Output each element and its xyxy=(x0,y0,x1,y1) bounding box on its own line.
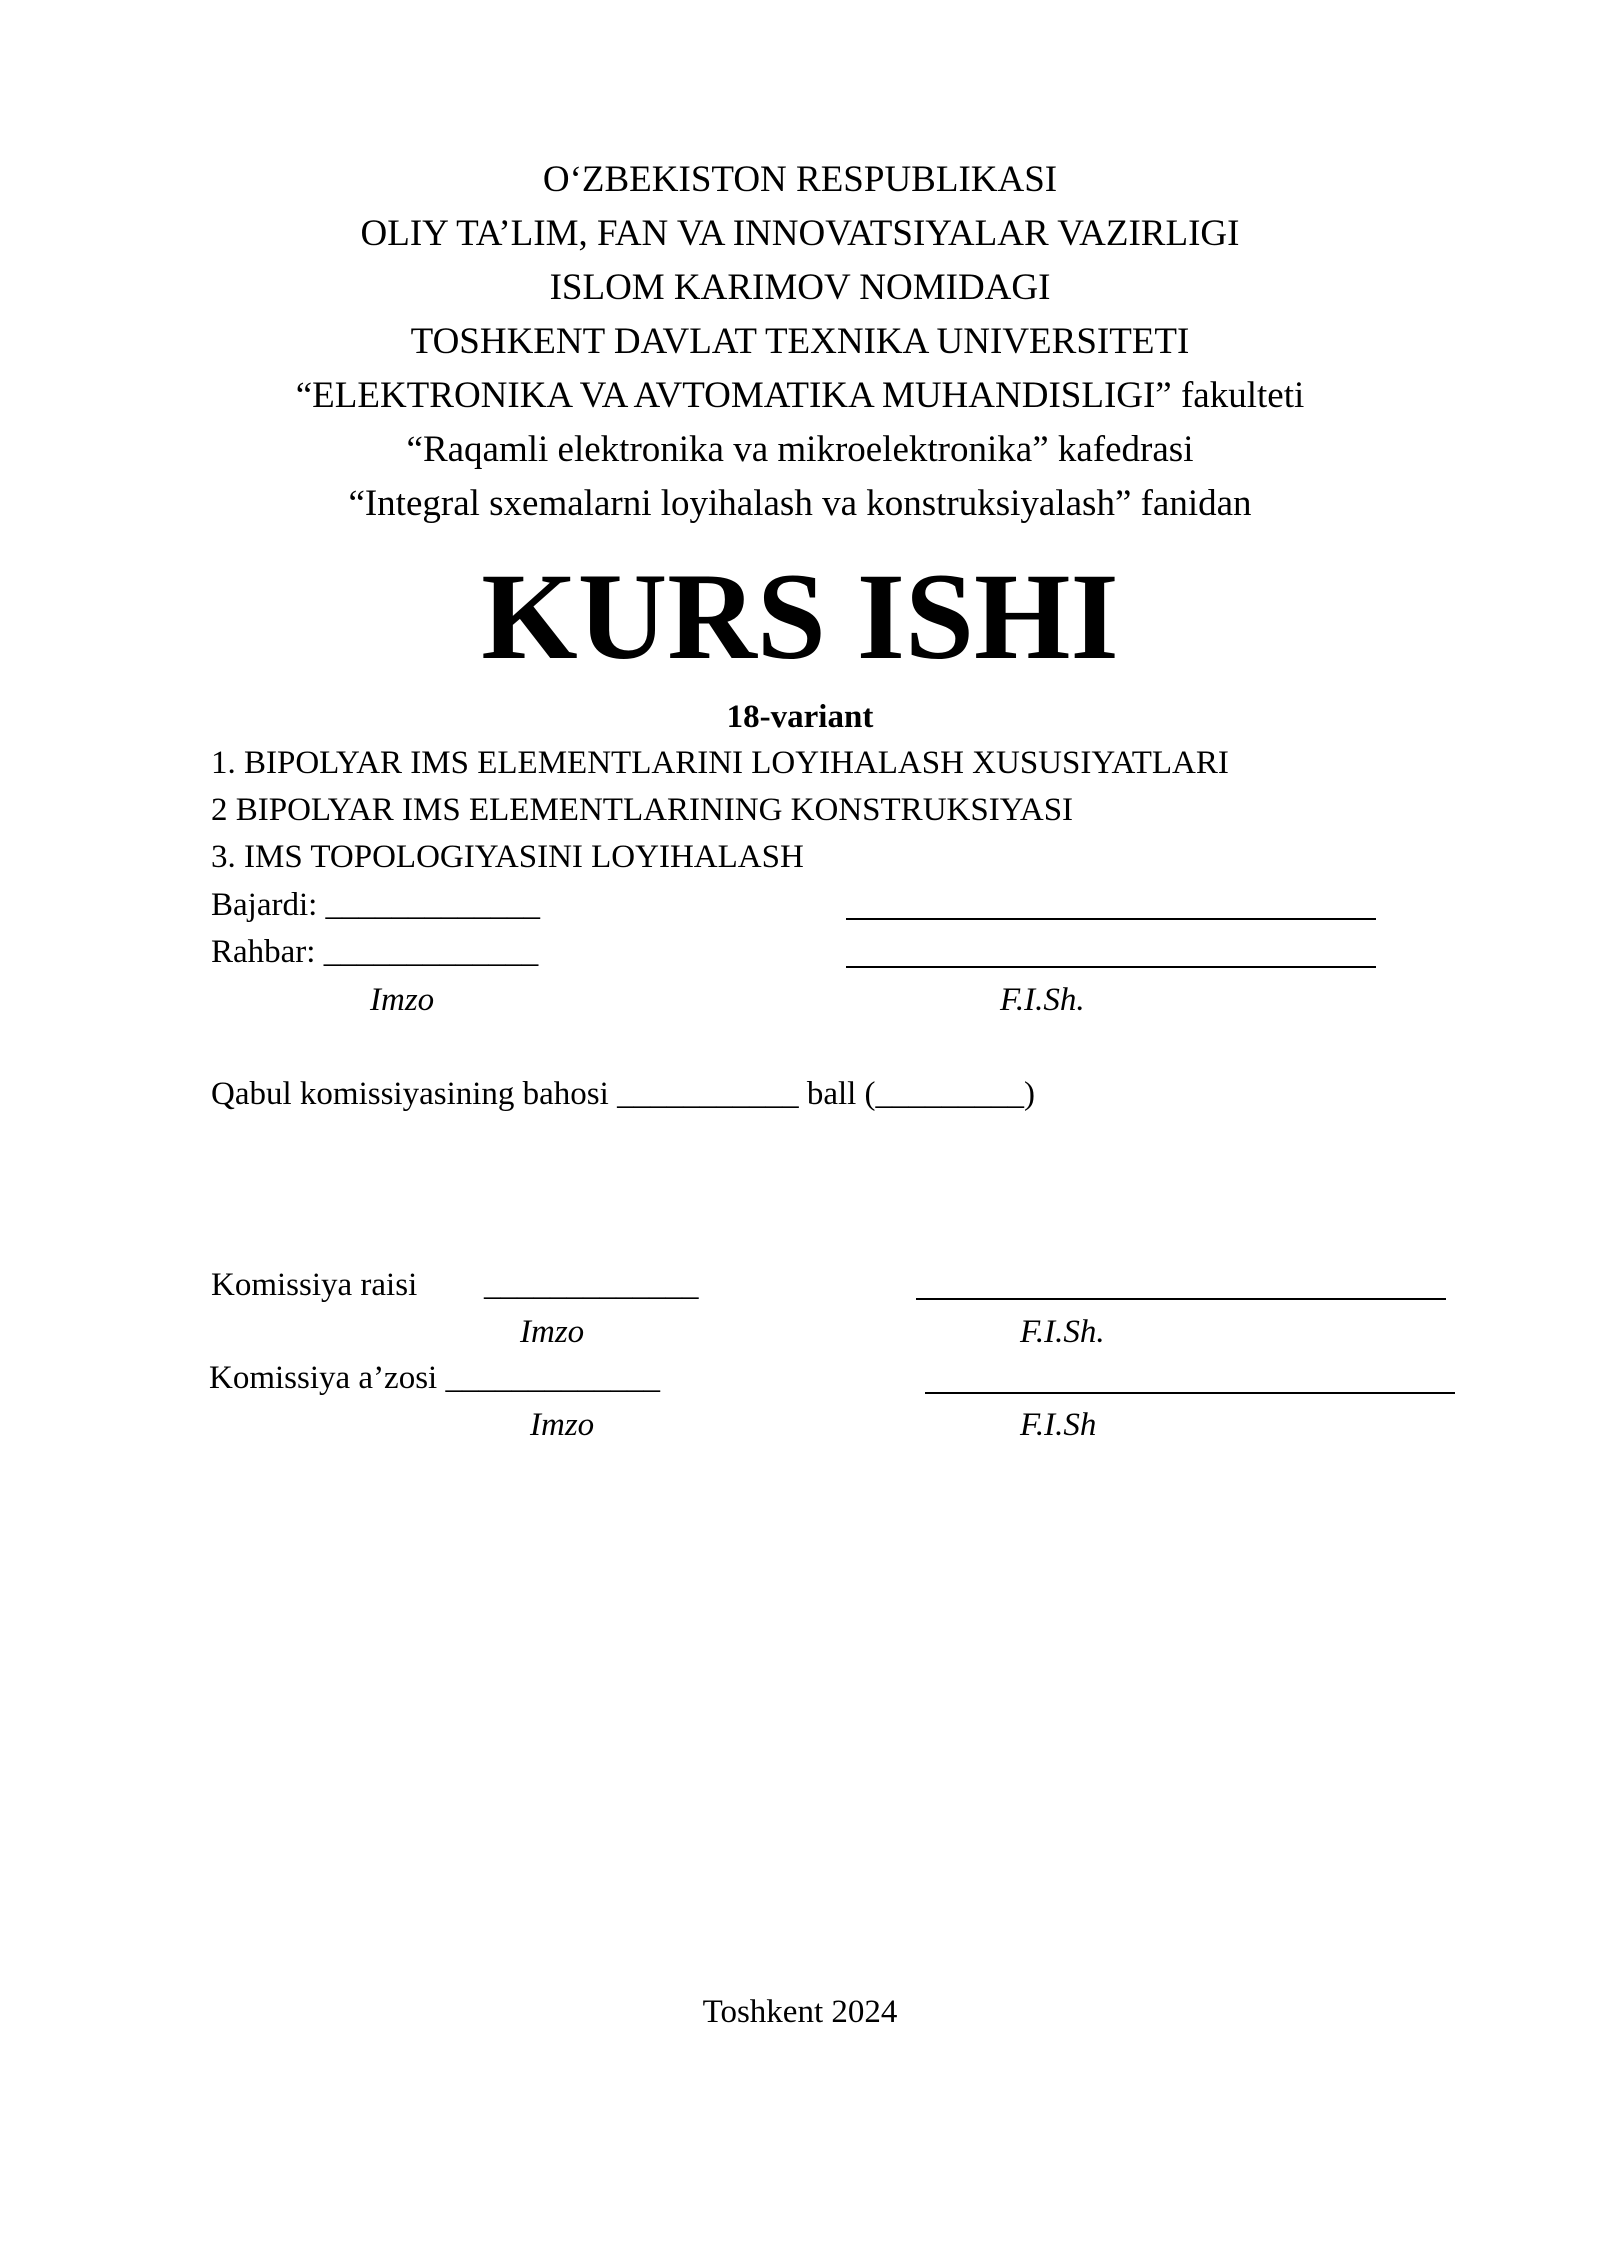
header-named-after: ISLOM KARIMOV NOMIDAGI xyxy=(549,267,1051,308)
member-fish-caption: F.I.Sh xyxy=(1020,1407,1097,1443)
city-year: Toshkent 2024 xyxy=(702,1994,898,2030)
commission-chair-signature-line: _____________ xyxy=(484,1267,699,1303)
header-department: “Raqamli elektronika va mikroelektronika” kafedrasi xyxy=(406,429,1194,470)
bajardi-label: Bajardi: _____________ xyxy=(211,887,541,923)
variant-label: 18-variant xyxy=(726,699,874,735)
topic-3: 3. IMS TOPOLOGIYASINI LOYIHALASH xyxy=(211,839,804,875)
chair-fish-caption: F.I.Sh. xyxy=(1020,1314,1105,1350)
commission-grade: Qabul komissiyasining bahosi ___________ ball (_________) xyxy=(211,1076,1036,1112)
commission-chair-label: Komissiya raisi xyxy=(211,1267,418,1303)
member-imzo-caption: Imzo xyxy=(530,1407,595,1443)
commission-chair-name-line xyxy=(916,1298,1446,1300)
header-republic: O‘ZBEKISTON RESPUBLIKASI xyxy=(542,159,1058,200)
imzo-caption: Imzo xyxy=(370,982,435,1018)
bajardi-name-line xyxy=(846,918,1376,920)
topic-1: 1. BIPOLYAR IMS ELEMENTLARINI LOYIHALASH XUSUSIYATLARI xyxy=(211,745,1229,781)
header-ministry: OLIY TA’LIM, FAN VA INNOVATSIYALAR VAZIRLIGI xyxy=(360,213,1240,254)
chair-imzo-caption: Imzo xyxy=(520,1314,585,1350)
fish-caption: F.I.Sh. xyxy=(1000,982,1085,1018)
rahbar-label: Rahbar: _____________ xyxy=(211,934,539,970)
header-faculty: “ELEKTRONIKA VA AVTOMATIKA MUHANDISLIGI” fakulteti xyxy=(295,375,1305,416)
topic-2: 2 BIPOLYAR IMS ELEMENTLARINING KONSTRUKSIYASI xyxy=(211,792,1074,828)
commission-member-label: Komissiya a’zosi _____________ xyxy=(209,1360,660,1396)
header-university: TOSHKENT DAVLAT TEXNIKA UNIVERSITETI xyxy=(410,321,1190,362)
rahbar-name-line xyxy=(846,966,1376,968)
header-subject: “Integral sxemalarni loyihalash va konstruksiyalash” fanidan xyxy=(348,483,1252,524)
page-title: KURS ISHI xyxy=(481,548,1119,685)
commission-member-name-line xyxy=(925,1392,1455,1394)
